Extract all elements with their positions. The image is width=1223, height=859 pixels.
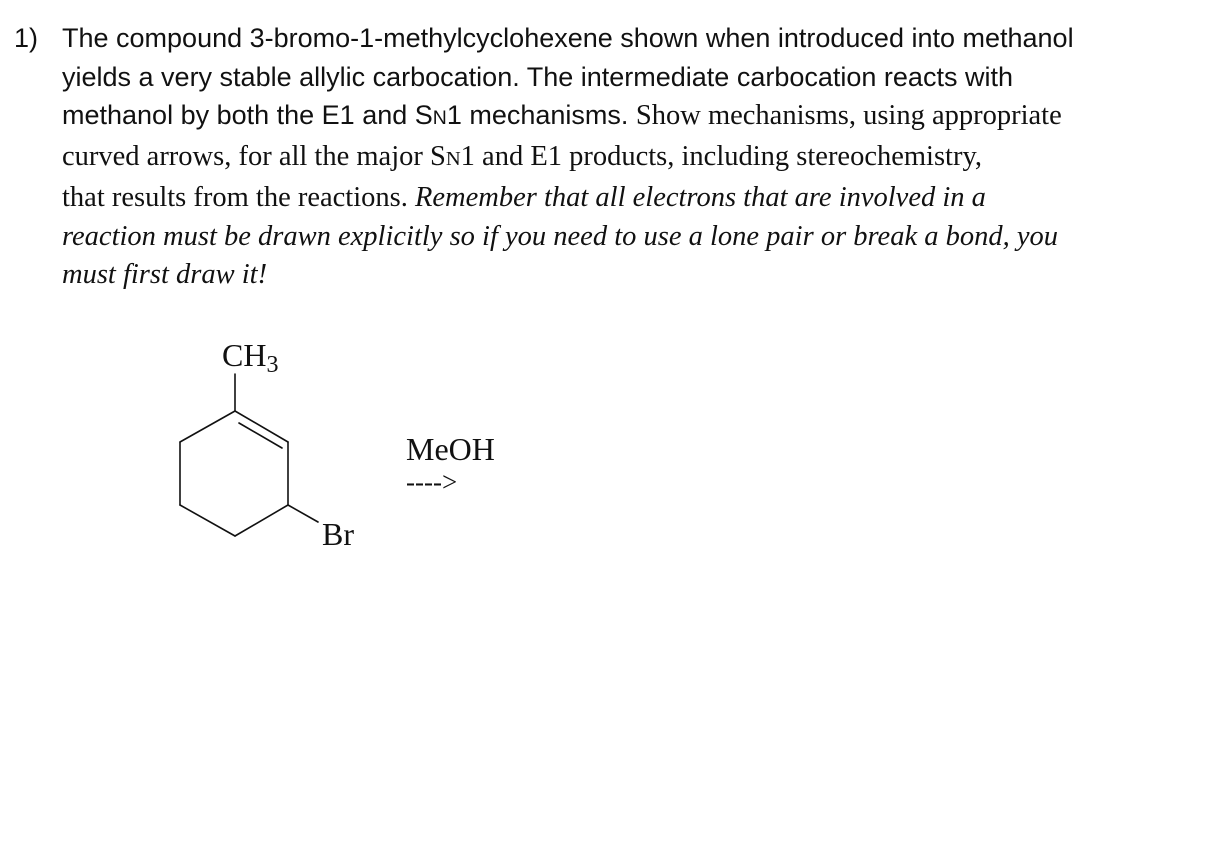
ring-bond-c6-c1 [180,411,235,442]
question-line-4-subscript: N [445,147,461,170]
bromine-label: Br [322,516,354,552]
question-line-7: must first draw it! [62,259,268,290]
question-line-3-part-b: 1 mechanisms. [446,100,636,130]
reagent-label: MeOH [406,431,495,467]
question-line-3-part-c: Show mechanisms, using appropriate [635,100,1062,131]
methyl-label-subscript: 3 [266,352,279,378]
question-line-4-part-a: curved arrows, for all the major S [62,140,446,172]
question-line-5-part-a: that results from the reactions. [62,182,415,213]
bromine-bond [288,505,318,522]
methyl-label [222,337,278,378]
question-line-5-italic: Remember that all electrons that are involved in a [414,182,986,213]
question-line-6: reaction must be drawn explicitly so if you need to use a lone pair or break a bond, you [62,220,1059,252]
question-line-2: yields a very stable allylic carbocation. The intermediate carbocation reacts with [62,61,1013,92]
question-line-1: The compound 3-bromo-1-methylcyclohexene shown when introduced into methanol [62,23,1074,53]
question-line-4-part-b: 1 and E1 products, including stereochemistry, [460,140,982,172]
methyl-label-main: CH [222,337,267,373]
ring-bond-c3-c4 [235,505,288,536]
question-line-3-subscript: N [432,107,447,129]
reaction-arrow: ----> [406,467,458,497]
ring-bond-c4-c5 [180,505,235,536]
cyclohexene-structure [180,374,318,536]
ring-bond-c1-c2 [235,411,288,442]
question-number: 1) [14,23,39,53]
question-line-3-part-a: methanol by both the E1 and S [62,100,433,130]
